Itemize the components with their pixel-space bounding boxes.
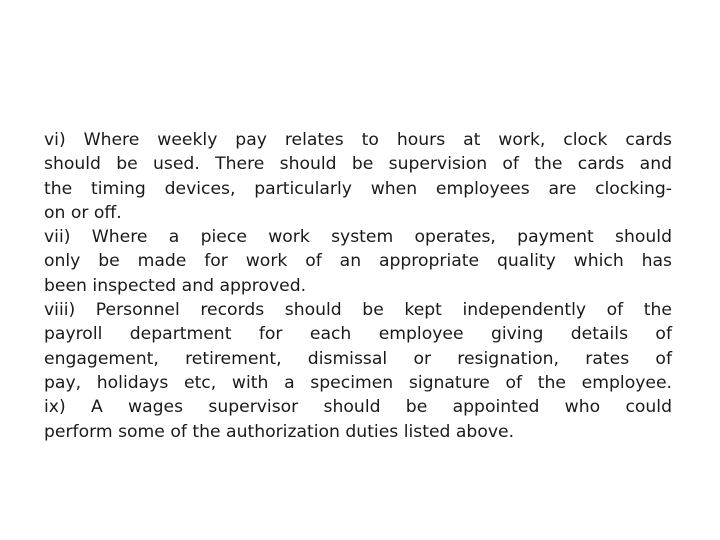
text-line-7: been inspected and approved. [44, 275, 307, 296]
body-text [44, 128, 672, 444]
text-line-4: on or off. [44, 202, 122, 223]
text-line-6: only be made for work of an appropriate quality which has [44, 251, 672, 272]
text-line-13: perform some of the authorization duties listed above. [44, 421, 515, 442]
text-line-9: payroll department for each employee giving details of [44, 324, 672, 345]
text-line-2: should be used. There should be supervision of the cards and [44, 154, 672, 175]
text-line-10: engagement, retirement, dismissal or resignation, rates of [44, 348, 672, 369]
text-line-5: vii) Where a piece work system operates, payment should [44, 227, 672, 248]
text-line-8: viii) Personnel records should be kept independently of the [44, 300, 672, 321]
text-line-12: ix) A wages supervisor should be appointed who could [44, 397, 672, 418]
text-line-1: vi) Where weekly pay relates to hours at work, clock cards [44, 130, 672, 150]
text-line-11: pay, holidays etc, with a specimen signature of the employee. [44, 372, 672, 393]
text-line-3: the timing devices, particularly when employees are clocking- [44, 178, 672, 199]
